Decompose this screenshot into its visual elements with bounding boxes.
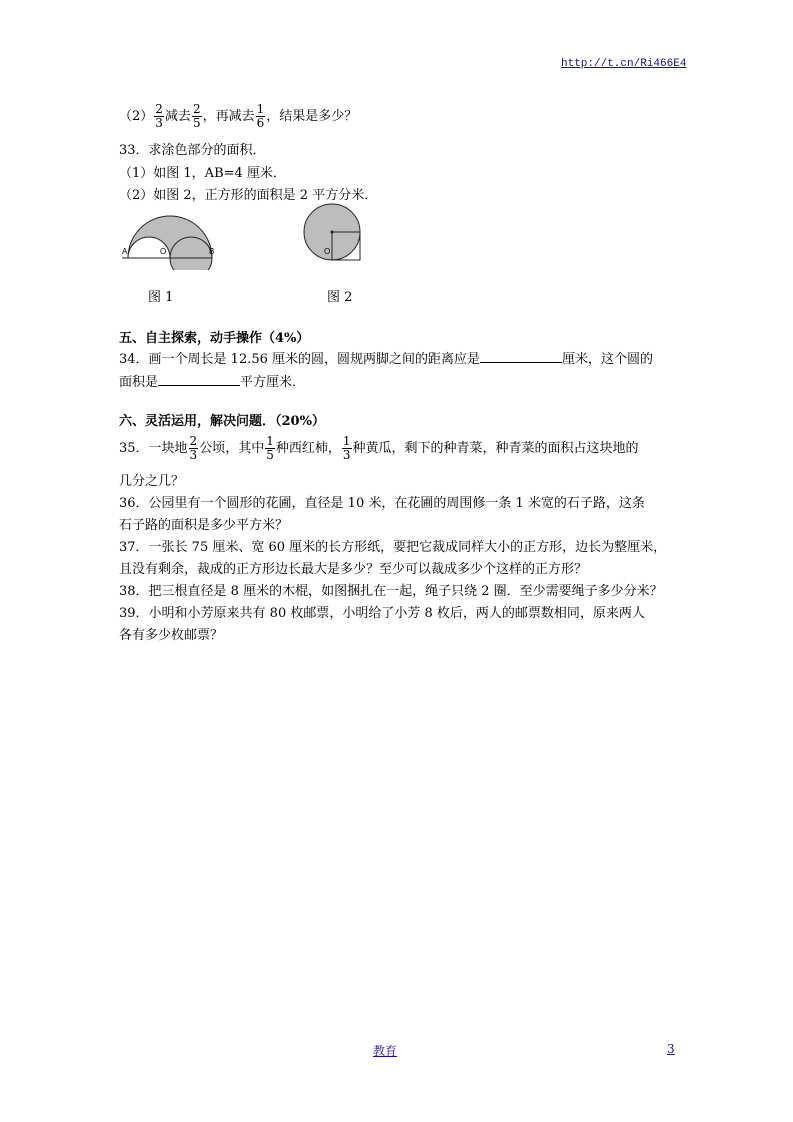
fraction-1-3 — [342, 435, 352, 462]
figure-1-caption: 图 1 — [148, 290, 174, 305]
q33-title: 33．求涂色部分的面积． — [119, 143, 266, 158]
q32-part2-number: （2） — [119, 109, 154, 124]
q35-line2: 几分之几？ — [119, 474, 185, 489]
footer-center-link[interactable]: 教育 — [373, 1044, 398, 1058]
q39-line1: 39．小明和小芳原来共有 80 枚邮票，小明给了小芳 8 枚后，两人的邮票数相同，原来两人 — [119, 606, 645, 621]
q34-blank-1 — [480, 350, 562, 363]
fraction-denominator: 6 — [256, 116, 265, 130]
fraction-numerator: 1 — [256, 102, 265, 116]
fraction-numerator: 2 — [189, 434, 198, 448]
fraction-2-5 — [192, 103, 202, 130]
q35-text-a: 35．一块地 — [119, 441, 188, 456]
footer-page-number[interactable]: 3 — [667, 1042, 675, 1056]
q37-line1: 37．一张长 75 厘米、宽 60 厘米的长方形纸，要把它裁成同样大小的正方形，边长为整厘米， — [119, 540, 667, 555]
fraction-2-3 — [154, 103, 164, 130]
fraction-1-6 — [256, 103, 266, 130]
figure-2-label-o: O — [324, 247, 331, 256]
q35-text-e: 种黄瓜，剩下的种青菜，种青菜的面积占这块地的 — [352, 441, 639, 456]
header-url-link[interactable]: http://t.cn/Ri466E4 — [561, 58, 687, 70]
section-6-heading: 六、灵活运用，解决问题．（20%） — [119, 414, 325, 429]
fraction-numerator: 1 — [342, 434, 351, 448]
q34-line1 — [119, 348, 653, 367]
fraction-2-3 — [189, 435, 199, 462]
q34-text-c: 面积是 — [119, 375, 159, 390]
q32-text-3: ，结果是多少？ — [266, 109, 358, 124]
q36-line2: 石子路的面积是多少平方米？ — [119, 518, 289, 533]
fraction-denominator: 5 — [192, 116, 201, 130]
q34-text-a: 34．画一个周长是 12.56 厘米的圆，圆规两脚之间的距离应是 — [119, 352, 481, 367]
q34-text-b: 厘米，这个圆的 — [562, 352, 654, 367]
q34-line2 — [119, 371, 305, 390]
figure-1-semicircles — [118, 208, 228, 270]
fraction-1-5 — [265, 435, 275, 462]
q32-part2 — [119, 100, 357, 134]
fraction-denominator: 3 — [342, 448, 351, 462]
q34-text-d: 平方厘米． — [240, 375, 306, 390]
fraction-numerator: 2 — [192, 102, 201, 116]
q33-part2: （2）如图 2，正方形的面积是 2 平方分米． — [119, 188, 378, 203]
q36-line1: 36．公园里有一个圆形的花圃，直径是 10 米，在花圃的周围修一条 1 米宽的石子路，这条 — [119, 496, 645, 511]
figure-1-label-a: A — [122, 247, 128, 256]
fraction-denominator: 3 — [155, 116, 163, 130]
fraction-denominator: 3 — [189, 448, 198, 462]
fraction-denominator: 5 — [266, 448, 274, 462]
q33-part1: （1）如图 1，AB=4 厘米． — [119, 166, 286, 181]
fraction-numerator: 1 — [266, 434, 274, 448]
figure-2-caption: 图 2 — [327, 290, 353, 305]
figure-1-label-b: B — [209, 247, 215, 256]
section-5-heading: 五、自主探索，动手操作（4%） — [119, 331, 310, 346]
q32-text-2: ，再减去 — [202, 109, 255, 124]
figure-1-label-o: O — [160, 247, 167, 256]
q37-line2: 且没有剩余，裁成的正方形边长最大是多少？至少可以裁成多少个这样的正方形？ — [119, 562, 588, 577]
q35-text-c: 种西红柿， — [275, 441, 341, 456]
fraction-numerator: 2 — [155, 102, 163, 116]
q38-line1: 38．把三根直径是 8 厘米的木棍，如图捆扎在一起，绳子只绕 2 圈．至少需要绳子多少分米？ — [119, 584, 663, 599]
figure-2-circle-square — [300, 200, 368, 266]
q32-text-1: 减去 — [164, 109, 191, 124]
q35-line1 — [119, 432, 639, 466]
q35-text-b: 公顷，其中 — [199, 441, 265, 456]
q34-blank-2 — [158, 373, 240, 386]
q39-line2: 各有多少枚邮票？ — [119, 628, 224, 643]
